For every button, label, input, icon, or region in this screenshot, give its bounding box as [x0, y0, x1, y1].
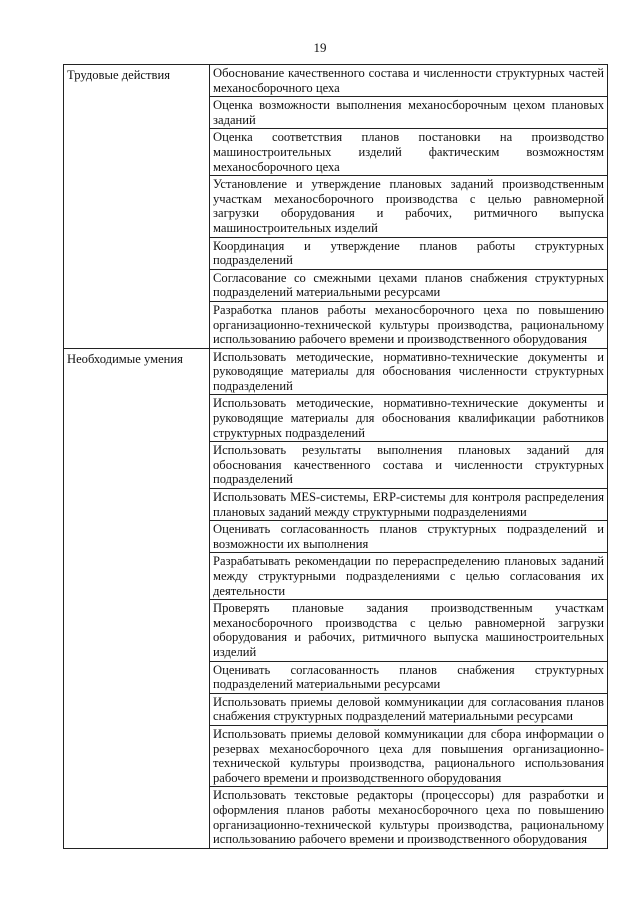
page-number: 19 [313, 40, 327, 55]
competency-table [63, 64, 608, 849]
list-item: Оценка соответствия планов постановки на производство машиностроительных изделий фактическим возможностям механосборочного цеха [210, 129, 607, 176]
list-item: Обоснование качественного состава и численности структурных частей механосборочного цеха [210, 65, 607, 97]
list-item: Разрабатывать рекомендации по перераспределению плановых заданий между структурными подразделениями с целью согласования их деятельности [210, 553, 607, 600]
list-item: Координация и утверждение планов работы структурных подразделений [210, 238, 607, 270]
list-item: Использовать приемы деловой коммуникации для сбора информации о резервах механосборочного цеха для повышения организационно-технической культуры производства, рационального использования рабочего времени и производственного оборудования [210, 726, 607, 787]
table-row [64, 65, 608, 349]
section-label: Трудовые действия [64, 65, 210, 349]
list-item: Использовать MES-системы, ERP-системы для контроля распределения плановых заданий между структурными подразделениями [210, 489, 607, 521]
list-item: Согласование со смежными цехами планов снабжения структурных подразделений материальными ресурсами [210, 270, 607, 302]
list-item: Использовать текстовые редакторы (процессоры) для разработки и оформления планов работы механосборочного цеха по повышению организационно-технической культуры производства, рациональному использованию рабочего времени и производственного оборудования [213, 788, 604, 847]
section-items [210, 65, 608, 349]
list-item: Оценивать согласованность планов снабжения структурных подразделений материальными ресурсами [210, 662, 607, 694]
list-item: Оценивать согласованность планов структурных подразделений и возможности их выполнения [210, 521, 607, 553]
list-item: Использовать методические, нормативно-технические документы и руководящие материалы для обоснования квалификации работников структурных подразделений [210, 395, 607, 442]
table-row [64, 348, 608, 848]
section-label: Необходимые умения [64, 348, 210, 848]
list-item: Использовать результаты выполнения плановых заданий для обоснования качественного состава и численности структурных подразделений [210, 442, 607, 489]
list-item: Разработка планов работы механосборочного цеха по повышению организационно-технической культуры производства, рациональному использованию рабочего времени и производственного оборудования [213, 302, 604, 347]
list-item: Использовать приемы деловой коммуникации для согласования планов снабжения структурных подразделений материальными ресурсами [210, 694, 607, 726]
list-item: Установление и утверждение плановых заданий производственным участкам механосборочного производства с целью равномерной загрузки оборудования и рабочих, ритмичного выпуска машиностроительных изделий [210, 176, 607, 237]
list-item: Оценка возможности выполнения механосборочным цехом плановых заданий [210, 97, 607, 129]
list-item: Проверять плановые задания производственным участкам механосборочного производства с целью равномерной загрузки оборудования и рабочих, ритмичного выпуска машиностроительных изделий [210, 600, 607, 661]
list-item: Использовать методические, нормативно-технические документы и руководящие материалы для обоснования численности структурных подразделений [210, 349, 607, 396]
section-items [210, 348, 608, 848]
